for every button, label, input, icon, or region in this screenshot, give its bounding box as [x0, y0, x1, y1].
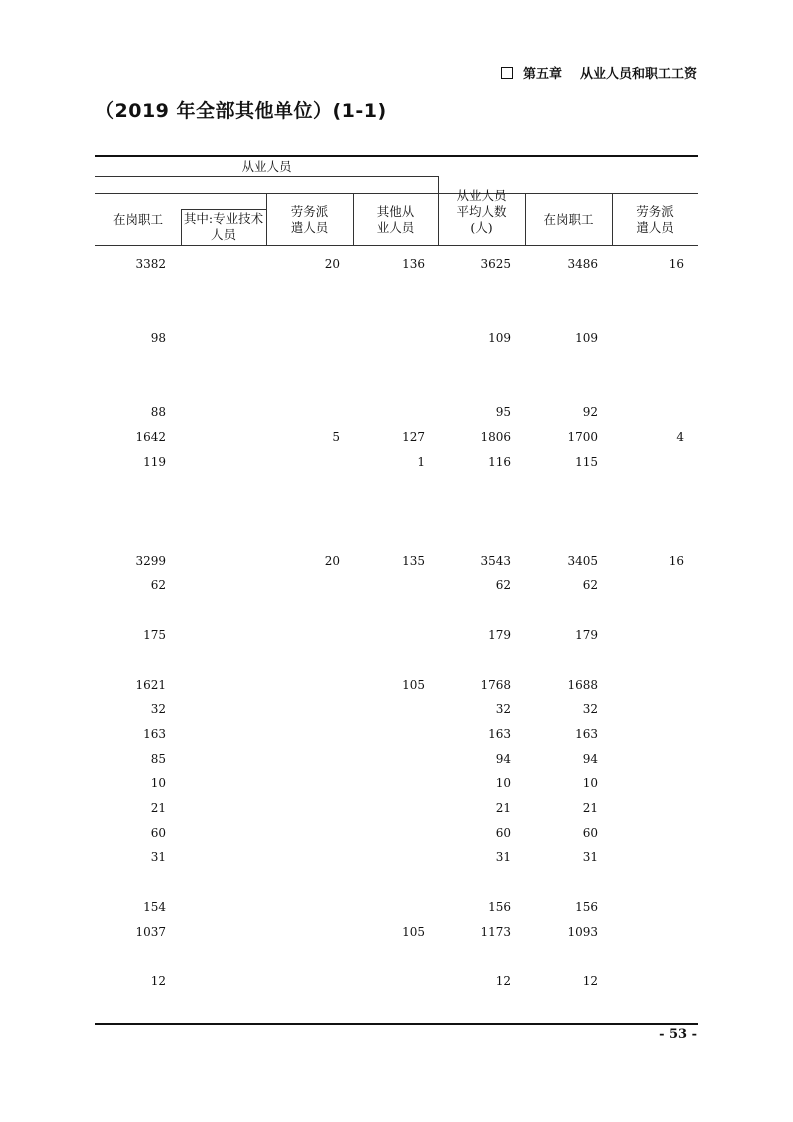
table-cell-c5: 109: [488, 331, 511, 345]
table-cell-c5: 95: [495, 405, 511, 419]
table-cell-c6: 1688: [567, 678, 598, 692]
table-cell-c5: 94: [495, 752, 511, 766]
table-cell-c5: 3543: [480, 554, 511, 568]
header-col-on-duty: 在岗职工: [112, 212, 163, 227]
table-cell-c7: 16: [668, 554, 684, 568]
table-cell-c1: 31: [150, 850, 166, 864]
table-cell-c1: 60: [150, 826, 166, 840]
chapter-title: 从业人员和职工工资: [579, 67, 697, 82]
table-cell-c1: 10: [150, 776, 166, 790]
page-title: （2019 年全部其他单位）(1-1): [95, 100, 387, 122]
table-cell-c4: 127: [402, 430, 425, 444]
table-cell-c6: 156: [575, 900, 598, 914]
table-cell-c5: 1173: [480, 925, 511, 939]
table-cell-c1: 175: [143, 628, 166, 642]
table-cell-c7: 4: [676, 430, 684, 444]
table-cell-c5: 1768: [480, 678, 511, 692]
table-cell-c1: 21: [150, 801, 166, 815]
header-group-underline: [95, 176, 438, 177]
table-cell-c5: 116: [488, 455, 511, 469]
table-cell-c6: 32: [582, 702, 598, 716]
table-cell-c6: 21: [582, 801, 598, 815]
table-cell-c6: 10: [582, 776, 598, 790]
table-cell-c1: 32: [150, 702, 166, 716]
table-cell-c1: 88: [150, 405, 166, 419]
table-cell-c3: 20: [324, 257, 340, 271]
table-cell-c7: 16: [668, 257, 684, 271]
table-cell-c1: 154: [143, 900, 166, 914]
table-cell-c5: 60: [495, 826, 511, 840]
table-cell-c6: 31: [582, 850, 598, 864]
page-number: - 53 -: [659, 1027, 697, 1042]
table-cell-c3: 5: [332, 430, 340, 444]
table-cell-c6: 12: [582, 974, 598, 988]
table-cell-c1: 85: [150, 752, 166, 766]
table-cell-c1: 98: [150, 331, 166, 345]
table-cell-c4: 136: [402, 257, 425, 271]
table-cell-c6: 1700: [567, 430, 598, 444]
table-cell-c6: 109: [575, 331, 598, 345]
header-col-on-duty-2: 在岗职工: [543, 212, 594, 227]
table-cell-c1: 1037: [135, 925, 166, 939]
header-subcell-rule: [181, 209, 266, 210]
header-col-professional: 其中:专业技术 人员: [183, 211, 264, 242]
table-cell-c1: 62: [150, 578, 166, 592]
table-cell-c5: 179: [488, 628, 511, 642]
table-cell-c6: 1093: [567, 925, 598, 939]
table-cell-c6: 163: [575, 727, 598, 741]
table-cell-c6: 94: [582, 752, 598, 766]
running-header: [501, 63, 697, 82]
table-cell-c6: 115: [575, 455, 598, 469]
table-cell-c6: 60: [582, 826, 598, 840]
table-cell-c4: 105: [402, 678, 425, 692]
header-col-other: 其他从 业人员: [376, 204, 415, 235]
table-cell-c5: 12: [495, 974, 511, 988]
table-cell-c1: 163: [143, 727, 166, 741]
table-cell-c5: 10: [495, 776, 511, 790]
header-bottom-rule: [95, 245, 698, 246]
table-cell-c5: 62: [495, 578, 511, 592]
table-cell-c5: 1806: [480, 430, 511, 444]
table-cell-c5: 3625: [480, 257, 511, 271]
table-cell-c3: 20: [324, 554, 340, 568]
header-group-label: 从业人员: [241, 159, 292, 174]
table-cell-c6: 3486: [567, 257, 598, 271]
table-bottom-rule: [95, 1023, 698, 1025]
header-subrule: [95, 193, 698, 194]
table-cell-c4: 105: [402, 925, 425, 939]
table-cell-c1: 1642: [135, 430, 166, 444]
table-cell-c1: 1621: [135, 678, 166, 692]
square-bullet-icon: [501, 67, 513, 79]
header-col-dispatched: 劳务派 遣人员: [290, 204, 329, 235]
table-cell-c6: 179: [575, 628, 598, 642]
header-col-dispatched-2: 劳务派 遣人员: [636, 204, 674, 235]
header-col-average: 从业人员 平均人数 (人): [456, 188, 507, 235]
table-cell-c6: 62: [582, 578, 598, 592]
table-cell-c5: 32: [495, 702, 511, 716]
table-cell-c5: 31: [495, 850, 511, 864]
table-cell-c6: 3405: [567, 554, 598, 568]
chapter-label: 第五章: [522, 67, 562, 82]
table-cell-c1: 3382: [135, 257, 166, 271]
table-cell-c4: 1: [417, 455, 425, 469]
table-cell-c1: 12: [150, 974, 166, 988]
table-cell-c5: 21: [495, 801, 511, 815]
table-cell-c6: 92: [582, 405, 598, 419]
table-cell-c5: 156: [488, 900, 511, 914]
table-top-rule: [95, 155, 698, 157]
table-cell-c1: 3299: [135, 554, 166, 568]
table-cell-c5: 163: [488, 727, 511, 741]
table-cell-c4: 135: [402, 554, 425, 568]
table-cell-c1: 119: [143, 455, 166, 469]
